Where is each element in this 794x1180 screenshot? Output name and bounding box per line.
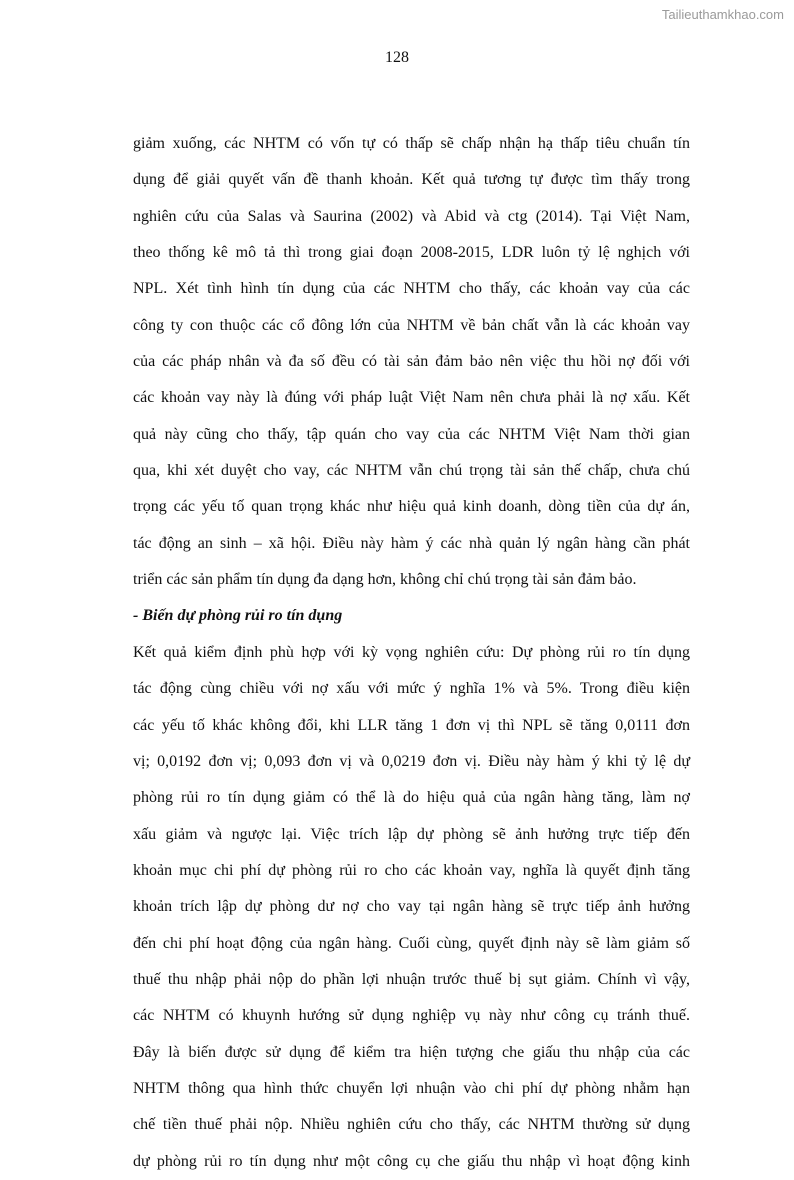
text-line: chế tiền thuế phải nộp. Nhiều nghiên cứu cho thấy, các NHTM thường sử dụng: [133, 1116, 690, 1134]
text-line: công ty con thuộc các cổ đông lớn của NHTM về bản chất vẫn là các khoản vay: [133, 316, 690, 334]
document-body: [133, 126, 690, 1180]
text-line: dự phòng rủi ro tín dụng như một công cụ che giấu thu nhập vì hoạt động kinh: [133, 1152, 690, 1170]
text-line: tác động an sinh – xã hội. Điều này hàm ý các nhà quản lý ngân hàng cần phát: [133, 534, 690, 552]
text-line: các NHTM có khuynh hướng sử dụng nghiệp vụ này như công cụ tránh thuế.: [133, 1007, 690, 1025]
text-line: theo thống kê mô tả thì trong giai đoạn 2008-2015, LDR luôn tỷ lệ nghịch với: [133, 244, 690, 262]
text-line: tác động cùng chiều với nợ xấu với mức ý nghĩa 1% và 5%. Trong điều kiện: [133, 680, 690, 698]
text-line: dụng để giải quyết vấn đề thanh khoản. Kết quả tương tự được tìm thấy trong: [133, 171, 690, 189]
paragraph-2: [133, 635, 690, 1180]
text-line: các khoản vay này là đúng với pháp luật Việt Nam nên chưa phải là nợ xấu. Kết: [133, 389, 690, 407]
text-line: Đây là biến được sử dụng để kiểm tra hiện tượng che giấu thu nhập của các: [133, 1043, 690, 1061]
text-line: thuế thu nhập phải nộp do phần lợi nhuận trước thuế bị sụt giảm. Chính vì vậy,: [133, 970, 690, 988]
text-line: đến chi phí hoạt động của ngân hàng. Cuối cùng, quyết định này sẽ làm giảm số: [133, 934, 690, 952]
text-line: phòng rủi ro tín dụng giảm có thể là do hiệu quả của ngân hàng tăng, làm nợ: [133, 789, 690, 807]
text-line: Kết quả kiểm định phù hợp với kỳ vọng nghiên cứu: Dự phòng rủi ro tín dụng: [133, 643, 690, 661]
text-line: vị; 0,0192 đơn vị; 0,093 đơn vị và 0,0219 đơn vị. Điều này hàm ý khi tỷ lệ dự: [133, 752, 690, 770]
text-line: NPL. Xét tình hình tín dụng của các NHTM cho thấy, các khoản vay của các: [133, 280, 690, 298]
text-line: xấu giảm và ngược lại. Việc trích lập dự phòng sẽ ảnh hưởng trực tiếp đến: [133, 825, 690, 843]
text-line: trọng các yếu tố quan trọng khác như hiệu quả kinh doanh, dòng tiền của dự án,: [133, 498, 690, 516]
text-line: khoản mục chi phí dự phòng rủi ro cho các khoản vay, nghĩa là quyết định tăng: [133, 861, 690, 879]
text-line: nghiên cứu của Salas và Saurina (2002) và Abid và ctg (2014). Tại Việt Nam,: [133, 207, 690, 225]
text-line: khoản trích lập dự phòng dư nợ cho vay tại ngân hàng sẽ trực tiếp ảnh hưởng: [133, 898, 690, 916]
section-heading: - Biến dự phòng rủi ro tín dụng: [133, 607, 343, 625]
text-line: quả này cũng cho thấy, tập quán cho vay của các NHTM Việt Nam thời gian: [133, 425, 690, 443]
text-line: các yếu tố khác không đổi, khi LLR tăng 1 đơn vị thì NPL sẽ tăng 0,0111 đơn: [133, 716, 690, 734]
text-line: qua, khi xét duyệt cho vay, các NHTM vẫn chú trọng tài sản thế chấp, chưa chú: [133, 462, 690, 480]
text-line: của các pháp nhân và đa số đều có tài sản đảm bảo nên việc thu hồi nợ đối với: [133, 353, 690, 371]
text-line: giảm xuống, các NHTM có vốn tự có thấp sẽ chấp nhận hạ thấp tiêu chuẩn tín: [133, 135, 690, 152]
page-number: 128: [385, 49, 409, 66]
text-line: triển các sản phẩm tín dụng đa dạng hơn, không chỉ chú trọng tài sản đảm bảo.: [133, 571, 637, 589]
paragraph-1: [133, 126, 690, 598]
text-line: NHTM thông qua hình thức chuyển lợi nhuận vào chi phí dự phòng nhằm hạn: [133, 1079, 690, 1097]
watermark: Tailieuthamkhao.com: [661, 7, 784, 22]
